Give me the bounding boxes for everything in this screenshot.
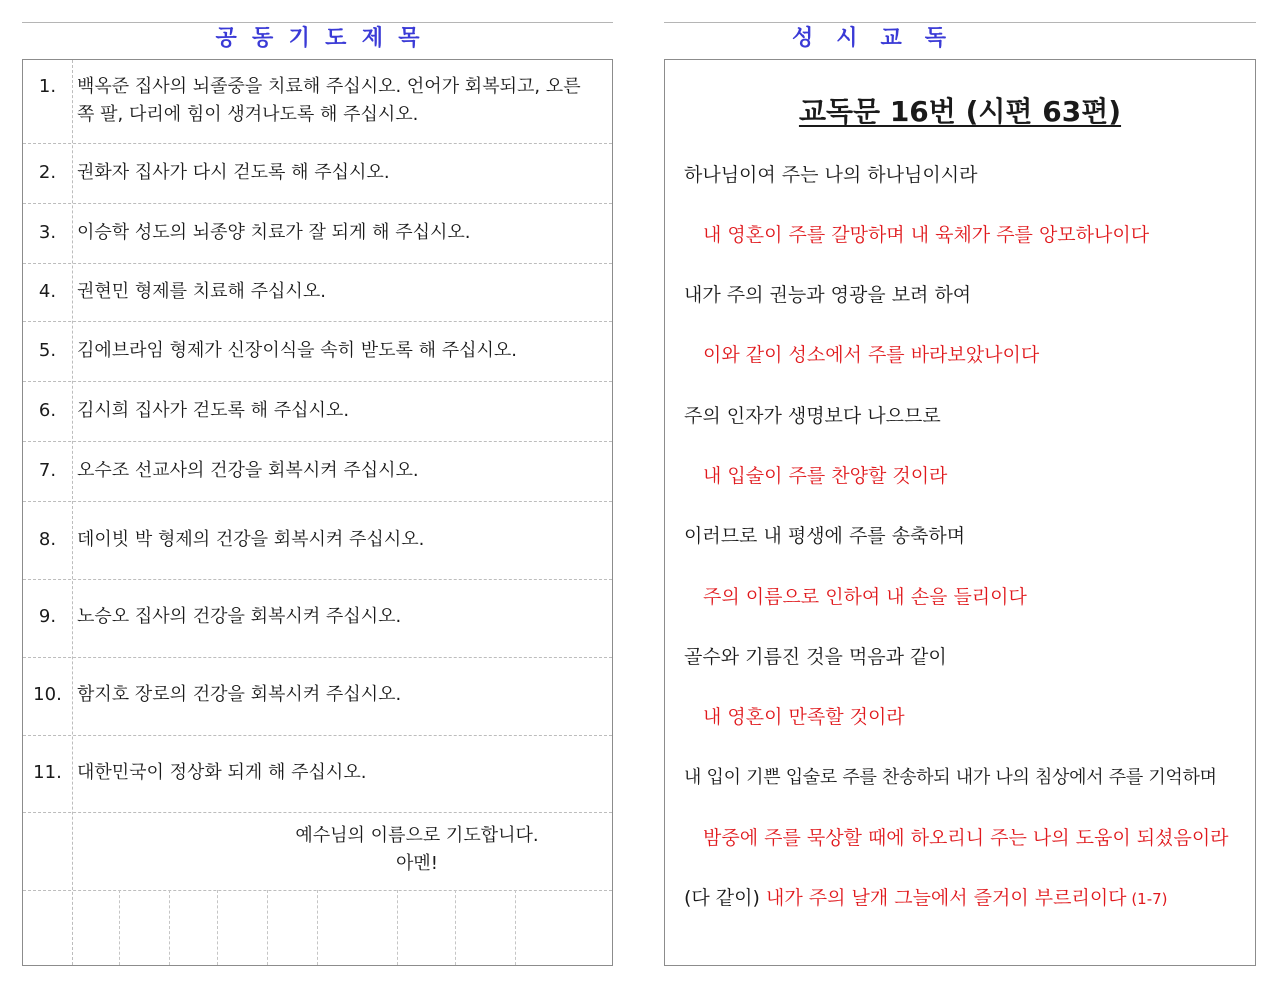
verse-leader: 주의 인자가 생명보다 나으므로	[684, 405, 941, 427]
verse-leader: 이러므로 내 평생에 주를 송축하며	[684, 525, 966, 547]
prayer-text: 이승학 성도의 뇌종양 치료가 잘 되게 해 주십시오.	[77, 222, 471, 243]
reading-section-title: 성 시 교 독	[792, 26, 946, 51]
verse-leader: 내가 주의 권능과 영광을 보려 하여	[684, 284, 972, 306]
prayer-number: 11.	[33, 762, 62, 783]
grid-line	[397, 890, 398, 965]
verse-leader: 하나님이여 주는 나의 하나님이시라	[684, 164, 978, 186]
responsive-reading-panel	[664, 59, 1256, 966]
prayer-item	[23, 501, 612, 580]
verse-leader: 골수와 기름진 것을 먹음과 같이	[684, 646, 947, 668]
unison-prefix: (다 같이)	[684, 887, 766, 909]
prayer-item	[23, 143, 612, 204]
prayer-number: 10.	[33, 684, 62, 705]
prayer-text: 김에브라임 형제가 신장이식을 속히 받도록 해 주십시오.	[77, 340, 517, 361]
verse-response: 밤중에 주를 묵상할 때에 하오리니 주는 나의 도움이 되셨음이라	[703, 827, 1229, 849]
verse-response: 내 영혼이 주를 갈망하며 내 육체가 주를 앙모하나이다	[703, 224, 1150, 246]
right-top-rule	[664, 22, 1256, 23]
prayer-list-panel	[22, 59, 613, 966]
closing-line: 예수님의 이름으로 기도합니다.	[295, 825, 539, 846]
prayer-text: 함지호 장로의 건강을 회복시켜 주십시오.	[77, 684, 402, 705]
prayer-item	[23, 735, 612, 813]
prayer-number: 1.	[38, 76, 57, 97]
grid-line	[119, 890, 120, 965]
prayer-closing	[72, 822, 612, 878]
closing-amen: 아멘!	[396, 853, 438, 874]
prayer-item	[23, 203, 612, 264]
prayer-text: 데이빗 박 형제의 건강을 회복시켜 주십시오.	[77, 529, 425, 550]
grid-line	[169, 890, 170, 965]
prayer-text: 권화자 집사가 다시 걷도록 해 주십시오.	[77, 162, 390, 183]
verse-response: 이와 같이 성소에서 주를 바라보았나이다	[703, 344, 1040, 366]
unison-text: 내가 주의 날개 그늘에서 즐거이 부르리이다	[765, 887, 1127, 909]
prayer-item	[23, 381, 612, 442]
prayer-item	[23, 579, 612, 658]
prayer-item	[23, 441, 612, 502]
prayer-number: 5.	[38, 340, 57, 361]
verse-unison	[684, 884, 1168, 913]
prayer-item	[23, 321, 612, 382]
prayer-text: 대한민국이 정상화 되게 해 주십시오.	[77, 762, 367, 783]
grid-line	[267, 890, 268, 965]
verse-leader: 내 입이 기쁜 입술로 주를 찬송하되 내가 나의 침상에서 주를 기억하며	[684, 767, 1217, 788]
prayer-number: 7.	[38, 460, 57, 481]
prayer-number: 4.	[38, 281, 57, 302]
prayer-item	[23, 263, 612, 322]
prayer-closing-row	[23, 812, 612, 891]
prayer-section-title: 공 동 기 도 제 목	[215, 26, 420, 51]
prayer-text: 권현민 형제를 치료해 주십시오.	[77, 281, 326, 302]
verse-reference: (1-7)	[1126, 890, 1168, 908]
prayer-number: 9.	[38, 606, 57, 627]
prayer-number: 3.	[38, 222, 57, 243]
verse-response: 내 입술이 주를 찬양할 것이라	[703, 465, 948, 487]
grid-line	[317, 890, 318, 965]
prayer-number: 2.	[38, 162, 57, 183]
grid-line	[515, 890, 516, 965]
prayer-item	[23, 60, 612, 144]
verse-response: 내 영혼이 만족할 것이라	[703, 706, 905, 728]
prayer-item	[23, 657, 612, 736]
verse-response: 주의 이름으로 인하여 내 손을 들리이다	[703, 586, 1027, 608]
reading-title: 교독문 16번 (시편 63편)	[798, 95, 1122, 128]
prayer-text: 노승오 집사의 건강을 회복시켜 주십시오.	[77, 606, 402, 627]
prayer-text: 오수조 선교사의 건강을 회복시켜 주십시오.	[77, 460, 419, 481]
grid-line	[455, 890, 456, 965]
prayer-number: 6.	[38, 400, 57, 421]
prayer-number: 8.	[38, 529, 57, 550]
empty-grid-area	[23, 890, 612, 965]
grid-line	[217, 890, 218, 965]
left-top-rule	[22, 22, 613, 23]
prayer-text: 김시희 집사가 걷도록 해 주십시오.	[77, 400, 350, 421]
prayer-text: 백옥준 집사의 뇌졸중을 치료해 주십시오. 언어가 회복되고, 오른쪽 팔, 다리에 힘이 생겨나도록 해 주십시오.	[77, 76, 581, 125]
